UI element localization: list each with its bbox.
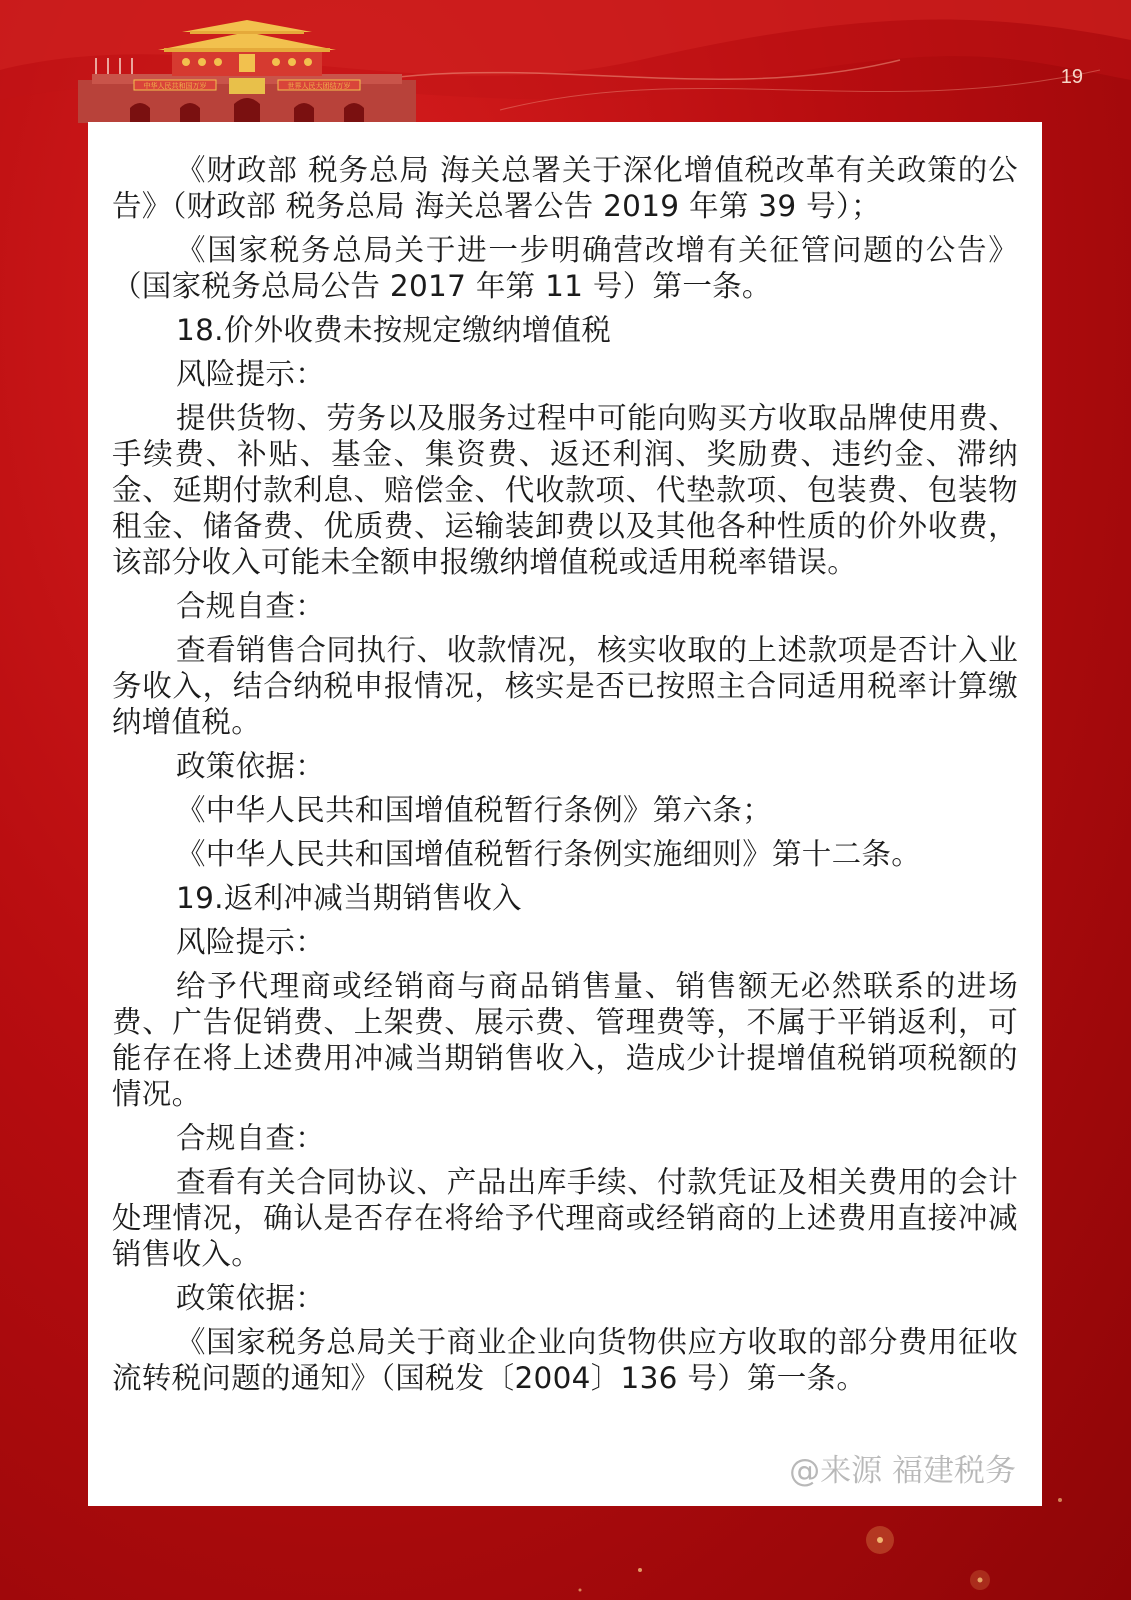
paragraph-citation: 《国家税务总局关于商业企业向货物供应方收取的部分费用征收流转税问题的通知》（国税发〔2004〕136 号）第一条。 bbox=[112, 1325, 1018, 1395]
paragraph-citation: 《国家税务总局关于进一步明确营改增有关征管问题的公告》（国家税务总局公告 2017 年第 11 号）第一条。 bbox=[112, 233, 1018, 303]
paragraph-body: 查看有关合同协议、产品出库手续、付款凭证及相关费用的会计处理情况，确认是否存在将给予代理商或经销商的上述费用直接冲减销售收入。 bbox=[112, 1165, 1018, 1271]
paragraph-citation: 《财政部 税务总局 海关总署关于深化增值税改革有关政策的公告》（财政部 税务总局 海关总署公告 2019 年第 39 号）； bbox=[112, 153, 1018, 223]
subheading-policy: 政策依据： bbox=[176, 1281, 326, 1315]
tiananmen-gate-illustration bbox=[72, 18, 422, 123]
subheading-risk: 风险提示： bbox=[176, 357, 326, 391]
document-page bbox=[88, 122, 1042, 1506]
subheading-check: 合规自查： bbox=[176, 1121, 326, 1155]
paragraph-citation: 《中华人民共和国增值税暂行条例实施细则》第十二条。 bbox=[176, 837, 922, 871]
paragraph-body: 查看销售合同执行、收款情况，核实收取的上述款项是否计入业务收入，结合纳税申报情况，核实是否已按照主合同适用税率计算缴纳增值税。 bbox=[112, 633, 1018, 739]
document-body bbox=[112, 152, 1018, 1404]
source-watermark: @来源 福建税务 bbox=[789, 1453, 1016, 1489]
gate-banner-left: 中华人民共和国万岁 bbox=[143, 82, 207, 90]
subheading-check: 合规自查： bbox=[176, 589, 326, 623]
paragraph-body: 提供货物、劳务以及服务过程中可能向购买方收取品牌使用费、手续费、补贴、基金、集资费、返还利润、奖励费、违约金、滞纳金、延期付款利息、赔偿金、代收款项、代垫款项、包装费、包装物租金、储备费、优质费、运输装卸费以及其他各种性质的价外收费，该部分收入可能未全额申报缴纳增值税或适用税率错误。 bbox=[112, 401, 1018, 579]
gate-banner-right: 世界人民大团结万岁 bbox=[287, 82, 351, 90]
section-heading: 18.价外收费未按规定缴纳增值税 bbox=[176, 313, 612, 347]
paragraph-citation: 《中华人民共和国增值税暂行条例》第六条； bbox=[176, 793, 773, 827]
paragraph-body: 给予代理商或经销商与商品销售量、销售额无必然联系的进场费、广告促销费、上架费、展示费、管理费等，不属于平销返利，可能存在将上述费用冲减当期销售收入，造成少计提增值税销项税额的情况。 bbox=[112, 969, 1018, 1111]
subheading-risk: 风险提示： bbox=[176, 925, 326, 959]
section-heading: 19.返利冲减当期销售收入 bbox=[176, 881, 522, 915]
subheading-policy: 政策依据： bbox=[176, 749, 326, 783]
page-number: 19 bbox=[1060, 66, 1083, 88]
